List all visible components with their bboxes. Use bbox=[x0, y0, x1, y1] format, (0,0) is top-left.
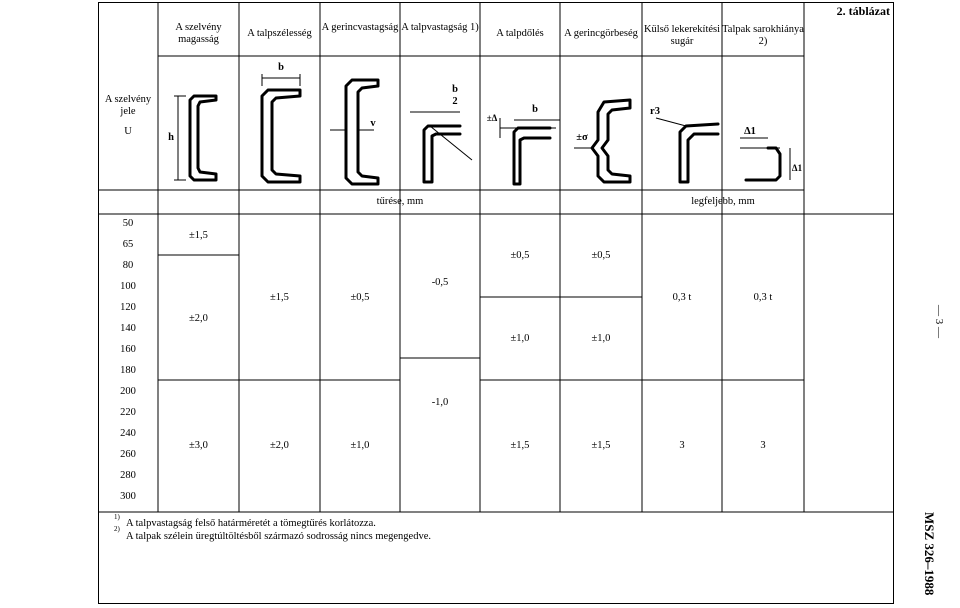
header-outer-radius: Külső lekerekítési sugár bbox=[643, 24, 721, 47]
profile-h-drawing bbox=[190, 96, 216, 180]
unit-tolerance: tűrése, mm bbox=[376, 196, 424, 207]
profile-corner-drawing bbox=[746, 148, 780, 180]
radius-max-small: 0,3 t bbox=[672, 292, 692, 303]
curv-tol-mid: ±1,0 bbox=[591, 333, 611, 344]
curv-tol-large: ±1,5 bbox=[591, 440, 611, 451]
label-b3: b bbox=[532, 104, 538, 115]
size-300: 300 bbox=[120, 491, 136, 502]
size-160: 160 bbox=[120, 344, 136, 355]
size-65: 65 bbox=[122, 239, 134, 250]
footnote-mark-2: 2) bbox=[114, 525, 120, 533]
radius-max-large: 3 bbox=[679, 440, 685, 451]
profile-tilt-drawing bbox=[514, 128, 550, 184]
flange-width-tol-large: ±2,0 bbox=[270, 440, 289, 451]
header-corner-missing: Talpak sarokhiánya 2) bbox=[722, 24, 804, 47]
label-b: b bbox=[278, 62, 284, 73]
flange-thk-tol-small: -0,5 bbox=[431, 277, 449, 288]
label-r3: r3 bbox=[650, 106, 660, 117]
profile-v-drawing bbox=[346, 80, 378, 184]
profile-curv-drawing bbox=[592, 100, 630, 182]
row-label-line2: jele bbox=[120, 106, 136, 117]
label-b2-bottom: 2 bbox=[452, 96, 458, 107]
size-80: 80 bbox=[122, 260, 134, 271]
flange-thk-tol-large: -1,0 bbox=[431, 397, 449, 408]
size-200: 200 bbox=[120, 386, 136, 397]
height-tol-small: ±1,5 bbox=[189, 230, 208, 241]
label-h: h bbox=[168, 132, 174, 143]
height-tol-large: ±3,0 bbox=[189, 440, 208, 451]
size-120: 120 bbox=[120, 302, 136, 313]
web-tol-large: ±1,0 bbox=[350, 440, 370, 451]
label-delta1-vertical: Δ1 bbox=[791, 163, 803, 173]
size-280: 280 bbox=[120, 470, 136, 481]
header-flange-thickness: A talpvastagság 1) bbox=[401, 22, 479, 33]
row-label-symbol: U bbox=[124, 126, 132, 137]
size-50: 50 bbox=[122, 218, 134, 229]
page-number: — 3 — bbox=[933, 305, 945, 338]
size-260: 260 bbox=[120, 449, 136, 460]
size-220: 220 bbox=[120, 407, 136, 418]
size-140: 140 bbox=[120, 323, 136, 334]
height-tol-mid: ±2,0 bbox=[189, 313, 208, 324]
corner-max-large: 3 bbox=[760, 440, 766, 451]
web-tol-small: ±0,5 bbox=[350, 292, 370, 303]
tilt-tol-large: ±1,5 bbox=[510, 440, 530, 451]
size-180: 180 bbox=[120, 365, 136, 376]
tilt-tol-mid: ±1,0 bbox=[510, 333, 530, 344]
header-web-curvature: A gerincgörbeség bbox=[564, 28, 638, 39]
label-v: v bbox=[370, 118, 376, 129]
label-b2-top: b bbox=[452, 84, 458, 95]
profile-b-drawing bbox=[262, 90, 300, 182]
size-100: 100 bbox=[120, 281, 136, 292]
corner-max-small: 0,3 t bbox=[753, 292, 773, 303]
header-height: A szelvény magasság bbox=[175, 22, 222, 45]
row-label-line1: A szelvény bbox=[104, 94, 152, 105]
footnote-1: A talpvastagság felső határméretét a tömegtűrés korlátozza. bbox=[126, 518, 376, 529]
profile-radius-drawing bbox=[680, 124, 718, 182]
header-web-thickness: A gerincvastagság bbox=[321, 22, 399, 33]
table-number: 2. táblázat bbox=[836, 4, 890, 18]
footnote-2: A talpak szélein üregtúltöltésből származó sodrosság nincs megengedve. bbox=[126, 531, 431, 542]
header-flange-tilt: A talpdőlés bbox=[496, 28, 544, 39]
label-sigma: ±σ bbox=[576, 132, 588, 143]
standard-code: MSZ 326–1988 bbox=[922, 512, 937, 596]
curv-tol-small: ±0,5 bbox=[591, 250, 611, 261]
tilt-tol-small: ±0,5 bbox=[510, 250, 530, 261]
unit-max: legfeljebb, mm bbox=[691, 196, 755, 207]
profile-t-drawing bbox=[424, 126, 460, 182]
label-delta1: Δ1 bbox=[744, 126, 756, 137]
label-delta: ±Δ bbox=[486, 113, 498, 123]
flange-width-tol-small: ±1,5 bbox=[270, 292, 289, 303]
header-flange-width: A talpszélesség bbox=[247, 28, 312, 39]
footnote-mark-1: 1) bbox=[114, 513, 120, 521]
size-240: 240 bbox=[120, 428, 136, 439]
